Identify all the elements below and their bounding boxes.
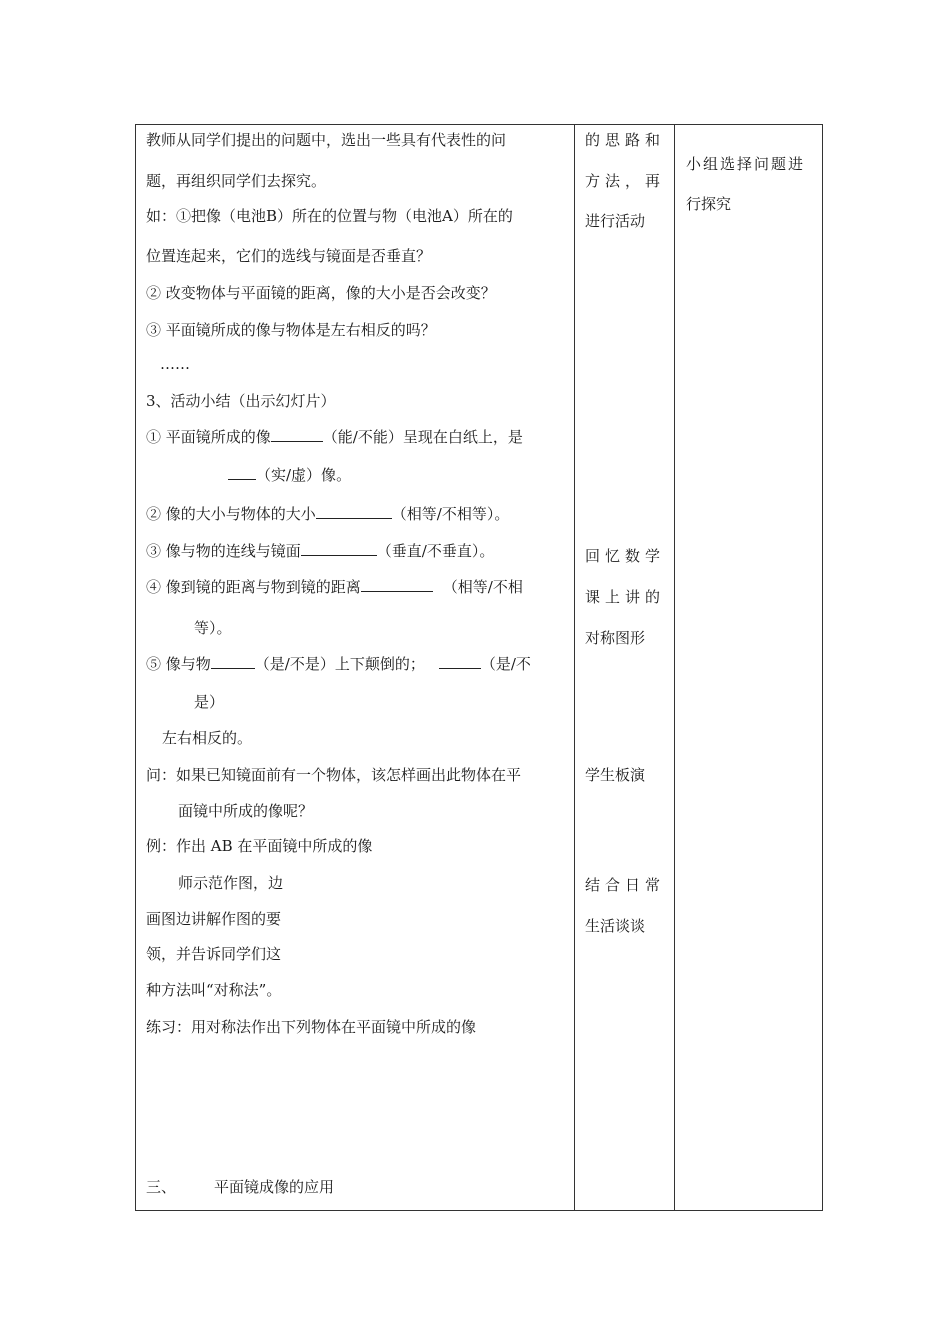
- text-line: 结合日常: [585, 876, 666, 894]
- question-text: （是/不: [480, 655, 531, 673]
- question-text: （能/不能）呈现在白纸上，是: [322, 428, 523, 446]
- question-text: （实/虚）像: [256, 466, 337, 484]
- question-text: ③ 像与物的连线与镜面: [146, 542, 301, 560]
- fill-blank-line: [228, 465, 351, 485]
- text-line: 的思路和: [585, 131, 666, 149]
- fill-blank-line: [146, 504, 509, 524]
- answer-blank[interactable]: [361, 577, 433, 592]
- answer-blank[interactable]: [211, 654, 255, 669]
- text-line: 学生板演: [585, 766, 646, 784]
- text-line: 方法，再: [585, 172, 666, 190]
- text-line: 位置连起来，它们的选线与镜面是否垂直？: [146, 247, 432, 265]
- text-line: 行探究: [686, 195, 732, 213]
- question-text: （垂直/不垂直）。: [376, 542, 495, 560]
- section-number: 三、: [146, 1178, 177, 1196]
- ellipsis: ……: [160, 355, 190, 373]
- question-text: ④ 像到镜的距离与物到镜的距离: [146, 578, 361, 596]
- text-line: 等）。: [194, 619, 232, 637]
- student-activity-column: [675, 125, 823, 1210]
- text-line: 面镜中所成的像呢？: [178, 802, 314, 820]
- section-heading: 3、活动小结（出示幻灯片）: [146, 392, 336, 410]
- text-line: 例：作出 AB 在平面镜中所成的像: [146, 837, 373, 855]
- text-line: 课上讲的: [585, 588, 666, 606]
- question-text: ⑤ 像与物: [146, 655, 211, 673]
- text-line: 对称图形: [585, 629, 646, 647]
- answer-blank[interactable]: [316, 504, 392, 519]
- text-line: 左右相反的。: [162, 729, 253, 747]
- answer-blank[interactable]: [228, 465, 256, 480]
- design-intent-column: [575, 125, 674, 1210]
- section-heading: 平面镜成像的应用: [214, 1178, 335, 1196]
- answer-blank[interactable]: [439, 654, 481, 669]
- fill-blank-line: [146, 541, 494, 561]
- text-line: 问：如果已知镜面前有一个物体，该怎样画出此物体在平: [146, 766, 522, 784]
- text-line: 教师从同学们提出的问题中，选出一些具有代表性的问: [146, 131, 507, 149]
- question-text: （相等/不相等）。: [391, 505, 510, 523]
- text-line: 进行活动: [585, 212, 646, 230]
- text-line: 画图边讲解作图的要: [146, 910, 282, 928]
- fill-blank-line: [146, 577, 523, 597]
- text-line: 种方法叫“对称法”。: [146, 981, 282, 999]
- text-line: 生活谈谈: [585, 917, 646, 935]
- question-text: （是/不是）上下颠倒的；: [254, 655, 425, 673]
- text-line: 师示范作图，边: [178, 874, 284, 892]
- fill-blank-line: [146, 427, 523, 447]
- question-text: ② 像的大小与物体的大小: [146, 505, 316, 523]
- text-line: 领，并告诉同学们这: [146, 945, 282, 963]
- text-line: ③ 平面镜所成的像与物体是左右相反的吗？: [146, 321, 436, 339]
- question-text: 。: [336, 466, 352, 484]
- question-text: （相等/不相: [442, 578, 523, 596]
- fill-blank-line: [146, 654, 531, 674]
- text-line: 题，再组织同学们去探究。: [146, 172, 327, 190]
- teacher-activity-column: [136, 125, 574, 1210]
- lesson-table: [135, 124, 823, 1211]
- answer-blank[interactable]: [301, 541, 377, 556]
- answer-blank[interactable]: [271, 427, 323, 442]
- text-line: 是）: [194, 693, 225, 711]
- question-text: ① 平面镜所成的像: [146, 428, 271, 446]
- text-line: 练习：用对称法作出下列物体在平面镜中所成的像: [146, 1018, 477, 1036]
- text-line: 小组选择问题进: [686, 155, 806, 173]
- text-line: 回忆数学: [585, 547, 666, 565]
- text-line: 如：①把像（电池B）所在的位置与物（电池A）所在的: [146, 207, 513, 225]
- text-line: ② 改变物体与平面镜的距离，像的大小是否会改变？: [146, 284, 496, 302]
